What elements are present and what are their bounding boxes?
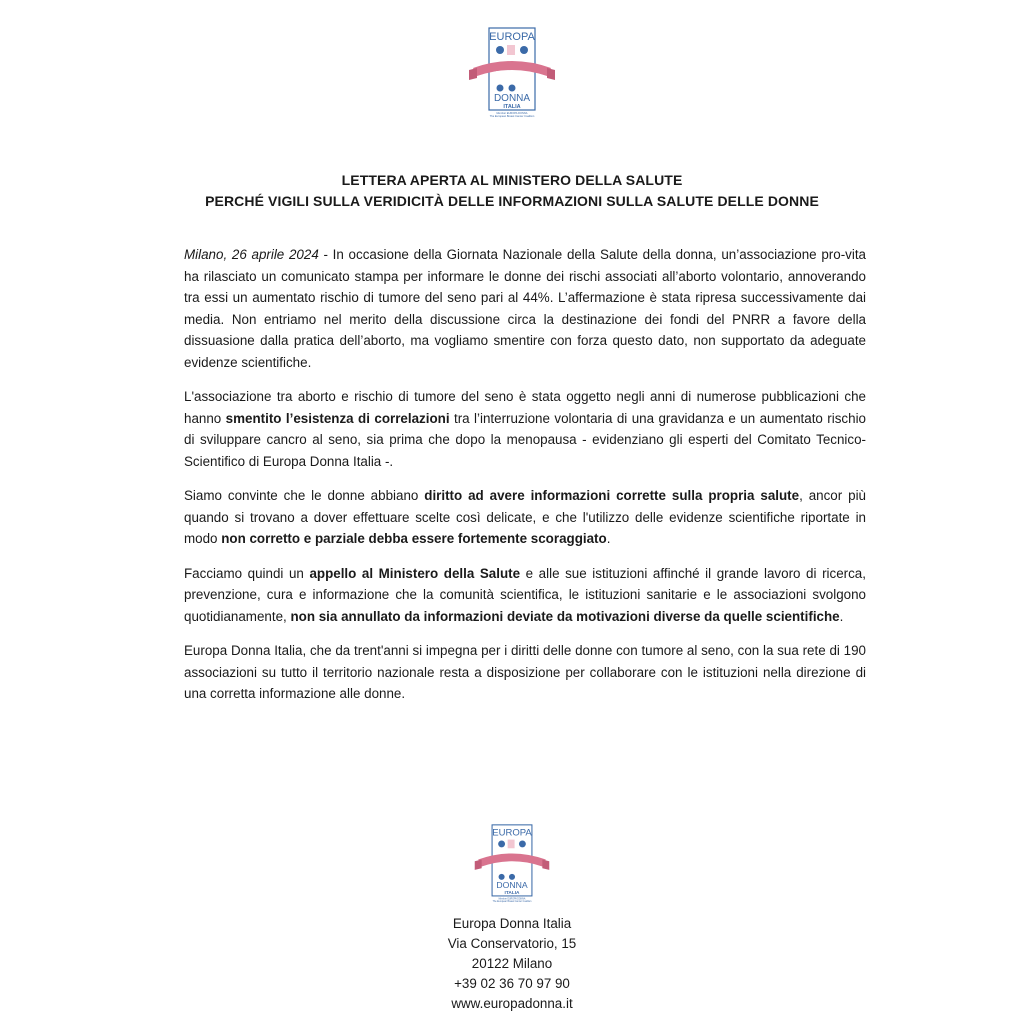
logo-top-word: EUROPA bbox=[492, 827, 532, 839]
logo-graphic bbox=[467, 26, 557, 118]
footer-street: Via Conservatorio, 15 bbox=[447, 936, 577, 951]
footer-city: 20122 Milano bbox=[471, 956, 553, 971]
paragraph-3-text-e: . bbox=[606, 531, 611, 546]
logo-ribbon-end-icon bbox=[542, 860, 549, 870]
paragraph-3-text-a: Siamo convinte che le donne abbiano bbox=[184, 488, 425, 503]
paragraph-5-text: Europa Donna Italia, che da trent'anni si impegna per i diritti delle donne con tumore al seno, con la sua rete di 190 associazioni su tutto il territorio nazionale resta a disposizione per collaborare con le istituzioni nella direzione di una corretta informazione alle donne. bbox=[184, 643, 866, 701]
paragraph-2-text-a: L'associazione tra aborto e rischio di tumore del seno è stata oggetto negli anni di numerose pubblicazioni che hanno bbox=[184, 389, 866, 426]
logo-country: ITALIA bbox=[504, 891, 520, 897]
logo-ribbon-end-icon bbox=[469, 68, 477, 80]
paragraph-4 bbox=[184, 563, 866, 628]
logo-ribbon-text: 30 years bbox=[497, 860, 527, 871]
paragraph-1 bbox=[184, 244, 866, 373]
logo-ribbon-text: 30 years bbox=[494, 70, 530, 81]
logo-dot-icon bbox=[496, 46, 504, 54]
logo-country: ITALIA bbox=[503, 104, 521, 110]
paragraph-4-text-e: . bbox=[839, 608, 844, 624]
footer-org: Europa Donna Italia bbox=[452, 916, 572, 931]
logo-graphic bbox=[473, 823, 551, 903]
paragraph-4-text-c: e alle sue istituzioni affinché il grande lavoro di ricerca, prevenzione, cura e informazione che la comunità scientifica, le istituzioni sanitarie e le associazioni svolgono quotidianamente, bbox=[184, 565, 866, 624]
logo-tagline-2: The European Breast Cancer Coalition bbox=[489, 115, 535, 118]
logo-ribbon-end-icon bbox=[475, 860, 482, 870]
paragraph-3 bbox=[184, 485, 866, 550]
logo-dot-icon bbox=[497, 85, 504, 92]
title-line-2: PERCHÉ VIGILI SULLA VERIDICITÀ DELLE INFORMAZIONI SULLA SALUTE DELLE DONNE bbox=[205, 193, 819, 209]
paragraph-2 bbox=[184, 386, 866, 472]
logo-dot-icon bbox=[519, 840, 526, 847]
logo-ribbon-end-icon bbox=[547, 68, 555, 80]
paragraph-3-bold-1: diritto ad avere informazioni corrette sulla propria salute bbox=[424, 488, 800, 503]
logo-dot-icon bbox=[509, 85, 516, 92]
paragraph-3-text-c: , ancor più quando si trovano a dover effettuare scelte così delicate, e che l'utilizzo delle evidenze scientifiche riportate in modo bbox=[184, 488, 867, 546]
footer-phone: +39 02 36 70 97 90 bbox=[454, 976, 570, 991]
logo-bottom-word: DONNA bbox=[493, 93, 531, 104]
logo-dot-icon bbox=[520, 46, 528, 54]
title-line-1: LETTERA APERTA AL MINISTERO DELLA SALUTE bbox=[341, 172, 683, 188]
logo-block-icon bbox=[507, 45, 515, 55]
paragraph-2-text-c: tra l’interruzione volontaria di una gravidanza e un aumentato rischio di sviluppare cancro al seno, sia prima che dopo la menopausa - evidenziano gli esperti del Comitato Tecnico-Scientifico di Europa Donna Italia -. bbox=[184, 410, 866, 469]
footer-contact bbox=[0, 914, 1024, 1014]
europa-donna-logo bbox=[467, 26, 557, 118]
logo-tagline-2: The European Breast Cancer Coalition bbox=[492, 901, 532, 903]
logo-tagline-1: Member EUROPA DONNA bbox=[498, 898, 526, 901]
paragraph-2-bold: smentito l’esistenza di correlazioni bbox=[225, 410, 450, 426]
paragraph-4-bold-2: non sia annullato da informazioni deviate da motivazioni diverse da quelle scientifiche bbox=[290, 608, 840, 624]
logo-dot-icon bbox=[498, 840, 505, 847]
logo-bottom-word: DONNA bbox=[496, 880, 528, 891]
paragraph-3-bold-2: non corretto e parziale debba essere fortemente scoraggiato bbox=[221, 531, 607, 546]
paragraph-1-text: - In occasione della Giornata Nazionale della Salute della donna, un’associazione pro-vita ha rilasciato un comunicato stampa per informare le donne dei rischi associati all’aborto volontario, annoverando tra essi un aumentato rischio di tumore del seno pari al 44%. L’affermazione è stata ripresa successivamente dai media. Non entriamo nel merito della discussione circa la destinazione dei fondi del PNRR a favore della dissuasione dalla pratica dell’aborto, ma vogliamo smentire con forza questo dato, non supportato da adeguate evidenze scientifiche. bbox=[184, 247, 866, 370]
logo-dot-icon bbox=[509, 874, 515, 880]
paragraph-5 bbox=[184, 640, 866, 705]
logo-tagline-1: Member EUROPA DONNA bbox=[496, 112, 528, 115]
logo-dot-icon bbox=[499, 874, 505, 880]
letter-title bbox=[0, 170, 1024, 212]
logo-top-word: EUROPA bbox=[489, 31, 535, 43]
europa-donna-logo-footer bbox=[473, 823, 551, 903]
paragraph-4-text-a: Facciamo quindi un bbox=[184, 565, 310, 581]
logo-block-icon bbox=[508, 840, 515, 849]
footer-website-link[interactable]: www.europadonna.it bbox=[451, 996, 573, 1011]
letter-body bbox=[184, 244, 866, 718]
paragraph-4-bold-1: appello al Ministero della Salute bbox=[309, 565, 521, 581]
dateline: Milano, 26 aprile 2024 bbox=[184, 247, 319, 262]
